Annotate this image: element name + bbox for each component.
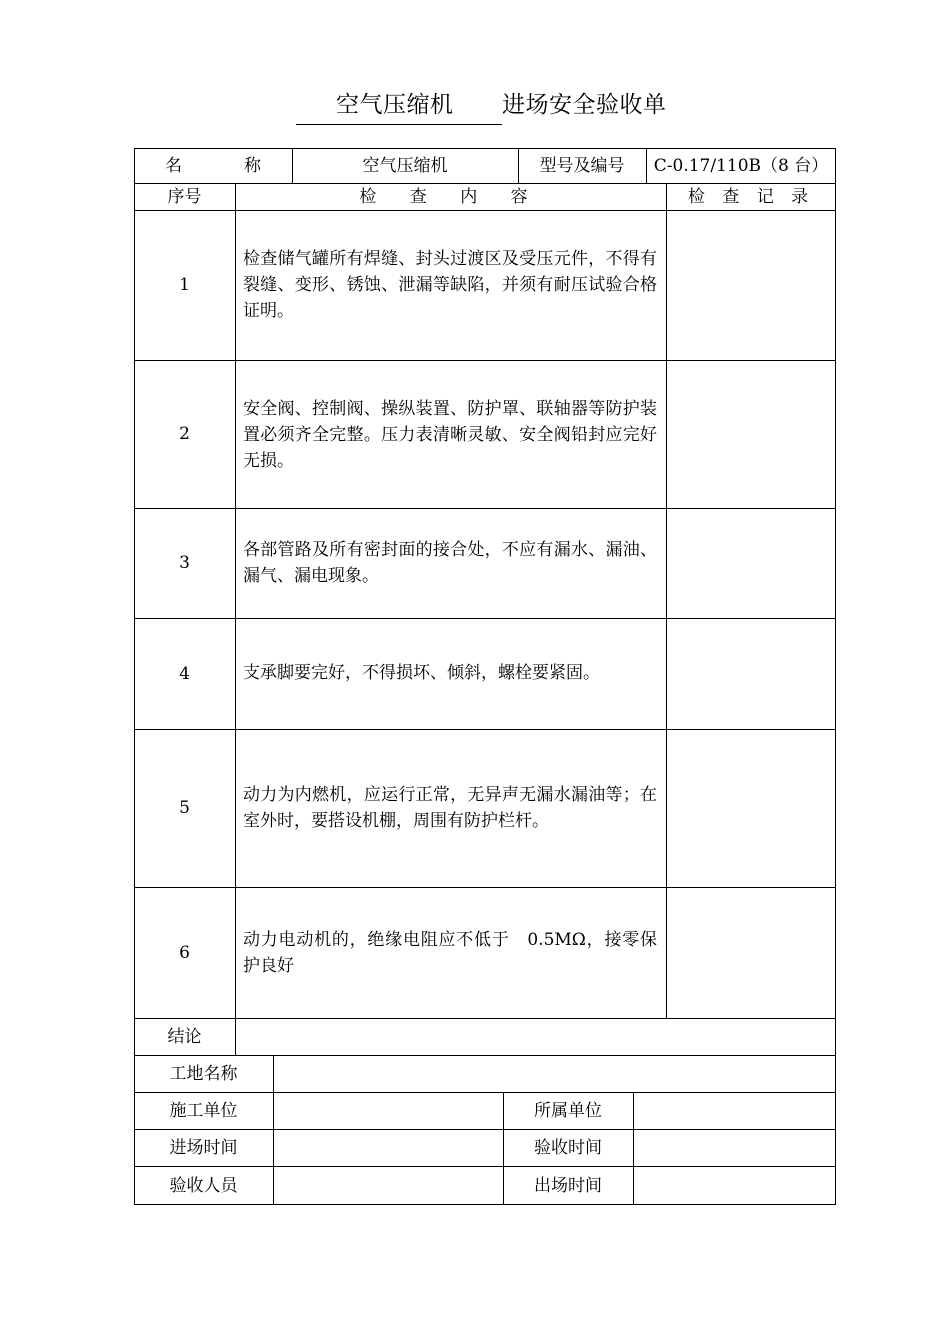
title-underline (296, 124, 502, 125)
item-content: 各部管路及所有密封面的接合处，不应有漏水、漏油、漏气、漏电现象。 (243, 540, 657, 586)
item-content: 动力为内燃机，应运行正常，无异声无漏水漏油等；在室外时，要搭设机棚，周围有防护栏杆。 (243, 785, 657, 831)
item-content: 安全阀、控制阀、操纵装置、防护罩、联轴器等防护装置必须齐全完整。压力表清晰灵敏、安全阀铅封应完好无损。 (243, 399, 657, 471)
item-content: 支承脚要完好，不得损坏、倾斜，螺栓要紧固。 (243, 663, 600, 683)
item-record[interactable] (666, 729, 836, 887)
col-header-record: 检 查 记 录 (687, 186, 815, 207)
item-number: 4 (179, 663, 190, 684)
model-label: 型号及编号 (539, 155, 625, 176)
name-value: 空气压缩机 (362, 155, 448, 176)
item-number: 2 (179, 424, 190, 444)
item-number: 1 (179, 275, 190, 295)
inspector-label: 验收人员 (169, 1175, 238, 1196)
name-label-part2: 称 (244, 155, 261, 176)
inspector-field[interactable] (273, 1166, 503, 1205)
col-divider (235, 183, 236, 1055)
item-record[interactable] (666, 618, 836, 729)
title-form-name: 进场安全验收单 (502, 92, 667, 118)
acceptance-time-label: 验收时间 (534, 1137, 602, 1158)
title-equipment: 空气压缩机 (336, 92, 454, 118)
item-number: 6 (179, 942, 190, 963)
construction-unit-label: 施工单位 (169, 1100, 238, 1121)
exit-time-field[interactable] (633, 1166, 836, 1205)
affiliated-unit-field[interactable] (633, 1092, 836, 1129)
item-record[interactable] (666, 210, 836, 360)
exit-time-label: 出场时间 (534, 1175, 602, 1196)
col-header-seq: 序号 (167, 186, 202, 207)
site-name-label: 工地名称 (169, 1063, 238, 1084)
conclusion-label: 结论 (167, 1026, 202, 1047)
conclusion-field[interactable] (235, 1018, 836, 1055)
col-header-content: 检 查 内 容 (359, 186, 542, 207)
item-record[interactable] (666, 887, 836, 1018)
acceptance-time-field[interactable] (633, 1129, 836, 1166)
name-label-part1: 名 (165, 155, 182, 176)
item-record[interactable] (666, 360, 836, 508)
model-value: C-0.17/110B（8 台） (653, 155, 829, 176)
item-number: 5 (179, 798, 190, 818)
entry-time-field[interactable] (273, 1129, 503, 1166)
item-record[interactable] (666, 508, 836, 618)
affiliated-unit-label: 所属单位 (534, 1100, 602, 1121)
construction-unit-field[interactable] (273, 1092, 503, 1129)
site-name-field[interactable] (273, 1055, 836, 1092)
item-content: 动力电动机的，绝缘电阻应不低于 0.5MΩ，接零保护良好 (243, 930, 657, 976)
entry-time-label: 进场时间 (169, 1137, 238, 1158)
item-content: 检查储气罐所有焊缝、封头过渡区及受压元件，不得有裂缝、变形、锈蚀、泄漏等缺陷，并须有耐压试验合格证明。 (243, 249, 657, 321)
item-number: 3 (179, 553, 190, 573)
